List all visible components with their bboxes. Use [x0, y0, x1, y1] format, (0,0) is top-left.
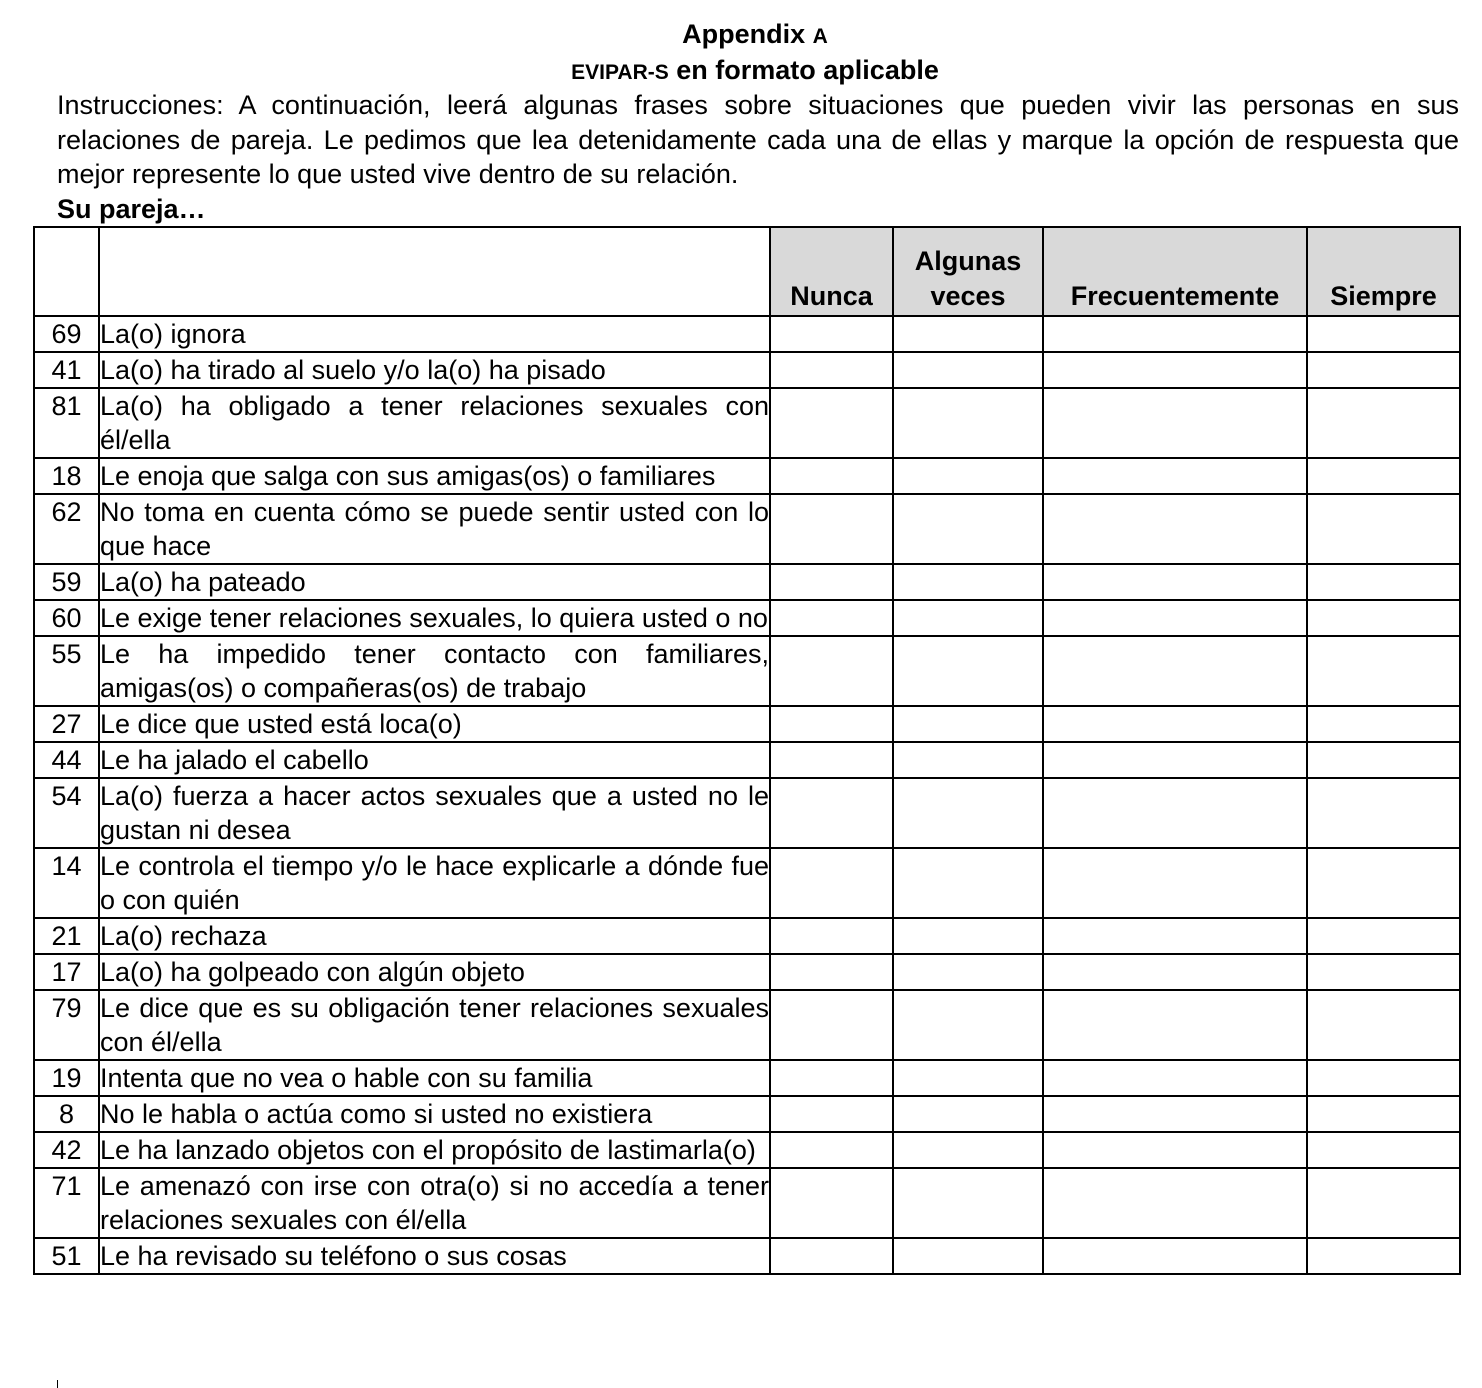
response-cell-algunas-veces[interactable] — [893, 706, 1043, 742]
response-cell-algunas-veces[interactable] — [893, 600, 1043, 636]
response-cell-siempre[interactable] — [1307, 316, 1460, 352]
response-cell-algunas-veces[interactable] — [893, 742, 1043, 778]
response-cell-frecuentemente[interactable] — [1043, 1168, 1307, 1238]
response-cell-nunca[interactable] — [770, 742, 893, 778]
item-number: 81 — [34, 388, 99, 458]
column-header-nunca: Nunca — [770, 227, 893, 316]
table-row — [34, 388, 1460, 458]
item-number: 51 — [34, 1238, 99, 1274]
table-row — [34, 494, 1460, 564]
response-cell-frecuentemente[interactable] — [1043, 1060, 1307, 1096]
response-cell-siempre[interactable] — [1307, 1132, 1460, 1168]
column-header-frecuentemente: Frecuentemente — [1043, 227, 1307, 316]
item-text: Le dice que usted está loca(o) — [99, 706, 770, 742]
table-row — [34, 1060, 1460, 1096]
item-number: 69 — [34, 316, 99, 352]
appendix-title-word: Appendix — [682, 19, 806, 49]
table-row — [34, 316, 1460, 352]
response-cell-nunca[interactable] — [770, 494, 893, 564]
item-number: 19 — [34, 1060, 99, 1096]
item-rows — [34, 316, 1460, 1274]
item-number: 21 — [34, 918, 99, 954]
table-row — [34, 1238, 1460, 1274]
table-row — [34, 742, 1460, 778]
response-cell-algunas-veces[interactable] — [893, 1168, 1043, 1238]
response-cell-frecuentemente[interactable] — [1043, 600, 1307, 636]
response-cell-nunca[interactable] — [770, 848, 893, 918]
item-number: 17 — [34, 954, 99, 990]
response-cell-frecuentemente[interactable] — [1043, 636, 1307, 706]
item-number: 60 — [34, 600, 99, 636]
item-number: 41 — [34, 352, 99, 388]
page-edge-mark — [57, 1380, 58, 1388]
response-cell-algunas-veces[interactable] — [893, 1238, 1043, 1274]
header-item-cell — [99, 227, 770, 316]
response-cell-nunca[interactable] — [770, 1096, 893, 1132]
response-cell-siempre[interactable] — [1307, 990, 1460, 1060]
response-cell-frecuentemente[interactable] — [1043, 990, 1307, 1060]
table-row — [34, 1096, 1460, 1132]
item-text: La(o) ha golpeado con algún objeto — [99, 954, 770, 990]
item-number: 8 — [34, 1096, 99, 1132]
scale-subtitle — [0, 54, 1482, 89]
response-cell-siempre[interactable] — [1307, 352, 1460, 388]
response-cell-nunca[interactable] — [770, 1238, 893, 1274]
item-number: 18 — [34, 458, 99, 494]
item-number: 54 — [34, 778, 99, 848]
appendix-title-letter: A — [812, 25, 828, 48]
table-row — [34, 1168, 1460, 1238]
item-text: La(o) rechaza — [99, 918, 770, 954]
response-cell-frecuentemente[interactable] — [1043, 848, 1307, 918]
response-cell-nunca[interactable] — [770, 1060, 893, 1096]
response-cell-algunas-veces[interactable] — [893, 316, 1043, 352]
item-number: 44 — [34, 742, 99, 778]
response-cell-siempre[interactable] — [1307, 1096, 1460, 1132]
response-cell-nunca[interactable] — [770, 564, 893, 600]
response-cell-siempre[interactable] — [1307, 600, 1460, 636]
item-text: No toma en cuenta cómo se puede sentir usted con lo que hace — [99, 494, 770, 564]
response-cell-siempre[interactable] — [1307, 1238, 1460, 1274]
response-cell-algunas-veces[interactable] — [893, 636, 1043, 706]
item-text: La(o) ignora — [99, 316, 770, 352]
response-cell-nunca[interactable] — [770, 600, 893, 636]
table-row — [34, 918, 1460, 954]
response-cell-nunca[interactable] — [770, 990, 893, 1060]
response-cell-algunas-veces[interactable] — [893, 954, 1043, 990]
item-number: 42 — [34, 1132, 99, 1168]
response-cell-nunca[interactable] — [770, 1168, 893, 1238]
item-text: Le enoja que salga con sus amigas(os) o familiares — [99, 458, 770, 494]
header-number-cell — [34, 227, 99, 316]
item-number: 79 — [34, 990, 99, 1060]
response-cell-frecuentemente[interactable] — [1043, 1238, 1307, 1274]
item-text: Le ha impedido tener contacto con familiares, amigas(os) o compañeras(os) de trabajo — [99, 636, 770, 706]
response-cell-algunas-veces[interactable] — [893, 458, 1043, 494]
table-row — [34, 848, 1460, 918]
item-text: La(o) fuerza a hacer actos sexuales que a usted no le gustan ni desea — [99, 778, 770, 848]
item-number: 55 — [34, 636, 99, 706]
table-row — [34, 600, 1460, 636]
lead-in-heading: Su pareja… — [57, 194, 206, 224]
response-cell-algunas-veces[interactable] — [893, 564, 1043, 600]
item-number: 27 — [34, 706, 99, 742]
response-cell-siempre[interactable] — [1307, 1060, 1460, 1096]
response-cell-nunca[interactable] — [770, 458, 893, 494]
response-cell-nunca[interactable] — [770, 388, 893, 458]
response-cell-siempre[interactable] — [1307, 848, 1460, 918]
item-text: La(o) ha pateado — [99, 564, 770, 600]
response-cell-frecuentemente[interactable] — [1043, 564, 1307, 600]
item-text: Le amenazó con irse con otra(o) si no accedía a tener relaciones sexuales con él/ella — [99, 1168, 770, 1238]
response-cell-siempre[interactable] — [1307, 706, 1460, 742]
item-text: Intenta que no vea o hable con su familia — [99, 1060, 770, 1096]
response-cell-frecuentemente[interactable] — [1043, 742, 1307, 778]
response-cell-frecuentemente[interactable] — [1043, 954, 1307, 990]
item-number: 62 — [34, 494, 99, 564]
response-cell-frecuentemente[interactable] — [1043, 706, 1307, 742]
response-cell-algunas-veces[interactable] — [893, 352, 1043, 388]
response-cell-nunca[interactable] — [770, 706, 893, 742]
item-text: Le ha jalado el cabello — [99, 742, 770, 778]
response-cell-algunas-veces[interactable] — [893, 494, 1043, 564]
item-number: 71 — [34, 1168, 99, 1238]
response-cell-algunas-veces[interactable] — [893, 778, 1043, 848]
response-cell-algunas-veces[interactable] — [893, 848, 1043, 918]
response-cell-siempre[interactable] — [1307, 494, 1460, 564]
table-row — [34, 352, 1460, 388]
response-cell-nunca[interactable] — [770, 778, 893, 848]
response-cell-algunas-veces[interactable] — [893, 1096, 1043, 1132]
table-row — [34, 1132, 1460, 1168]
column-header-algunas-veces: Algunas veces — [893, 227, 1043, 316]
scale-subtitle-text: en formato aplicable — [676, 55, 939, 85]
response-cell-siempre[interactable] — [1307, 954, 1460, 990]
instructions-paragraph: Instrucciones: A continuación, leerá algunas frases sobre situaciones que pueden vivir las personas en sus relaciones de pareja. Le pedimos que lea detenidamente cada una de ellas y marque la opción de respuesta que mejor represente lo que usted vive dentro de su relación. — [57, 90, 1459, 189]
response-cell-algunas-veces[interactable] — [893, 388, 1043, 458]
item-text: Le ha revisado su teléfono o sus cosas — [99, 1238, 770, 1274]
item-text: La(o) ha tirado al suelo y/o la(o) ha pisado — [99, 352, 770, 388]
response-cell-frecuentemente[interactable] — [1043, 918, 1307, 954]
response-cell-siempre[interactable] — [1307, 742, 1460, 778]
response-cell-frecuentemente[interactable] — [1043, 1096, 1307, 1132]
response-cell-algunas-veces[interactable] — [893, 990, 1043, 1060]
response-cell-siempre[interactable] — [1307, 636, 1460, 706]
response-cell-frecuentemente[interactable] — [1043, 316, 1307, 352]
survey-table — [33, 226, 1461, 1275]
response-cell-algunas-veces[interactable] — [893, 918, 1043, 954]
response-cell-frecuentemente[interactable] — [1043, 1132, 1307, 1168]
item-text: Le ha lanzado objetos con el propósito de lastimarla(o) — [99, 1132, 770, 1168]
table-row — [34, 458, 1460, 494]
response-cell-nunca[interactable] — [770, 1132, 893, 1168]
table-row — [34, 706, 1460, 742]
column-header-siempre: Siempre — [1307, 227, 1460, 316]
table-row — [34, 990, 1460, 1060]
item-text: Le controla el tiempo y/o le hace explicarle a dónde fue o con quién — [99, 848, 770, 918]
table-row — [34, 564, 1460, 600]
response-cell-nunca[interactable] — [770, 352, 893, 388]
scale-code: EVIPAR-S — [571, 61, 669, 84]
appendix-title — [0, 18, 1482, 53]
table-row — [34, 636, 1460, 706]
item-number: 14 — [34, 848, 99, 918]
response-cell-algunas-veces[interactable] — [893, 1132, 1043, 1168]
response-cell-siempre[interactable] — [1307, 918, 1460, 954]
response-cell-nunca[interactable] — [770, 954, 893, 990]
response-cell-algunas-veces[interactable] — [893, 1060, 1043, 1096]
response-cell-siempre[interactable] — [1307, 388, 1460, 458]
response-cell-nunca[interactable] — [770, 918, 893, 954]
response-cell-frecuentemente[interactable] — [1043, 494, 1307, 564]
response-cell-nunca[interactable] — [770, 316, 893, 352]
response-cell-frecuentemente[interactable] — [1043, 352, 1307, 388]
item-text: Le exige tener relaciones sexuales, lo quiera usted o no — [99, 600, 770, 636]
response-cell-siempre[interactable] — [1307, 458, 1460, 494]
response-cell-frecuentemente[interactable] — [1043, 388, 1307, 458]
header-row — [34, 227, 1460, 316]
response-cell-frecuentemente[interactable] — [1043, 778, 1307, 848]
item-text: No le habla o actúa como si usted no existiera — [99, 1096, 770, 1132]
response-cell-siempre[interactable] — [1307, 564, 1460, 600]
response-cell-siempre[interactable] — [1307, 1168, 1460, 1238]
item-text: Le dice que es su obligación tener relaciones sexuales con él/ella — [99, 990, 770, 1060]
response-cell-nunca[interactable] — [770, 636, 893, 706]
item-number: 59 — [34, 564, 99, 600]
response-cell-siempre[interactable] — [1307, 778, 1460, 848]
table-row — [34, 778, 1460, 848]
item-text: La(o) ha obligado a tener relaciones sexuales con él/ella — [99, 388, 770, 458]
response-cell-frecuentemente[interactable] — [1043, 458, 1307, 494]
table-row — [34, 954, 1460, 990]
